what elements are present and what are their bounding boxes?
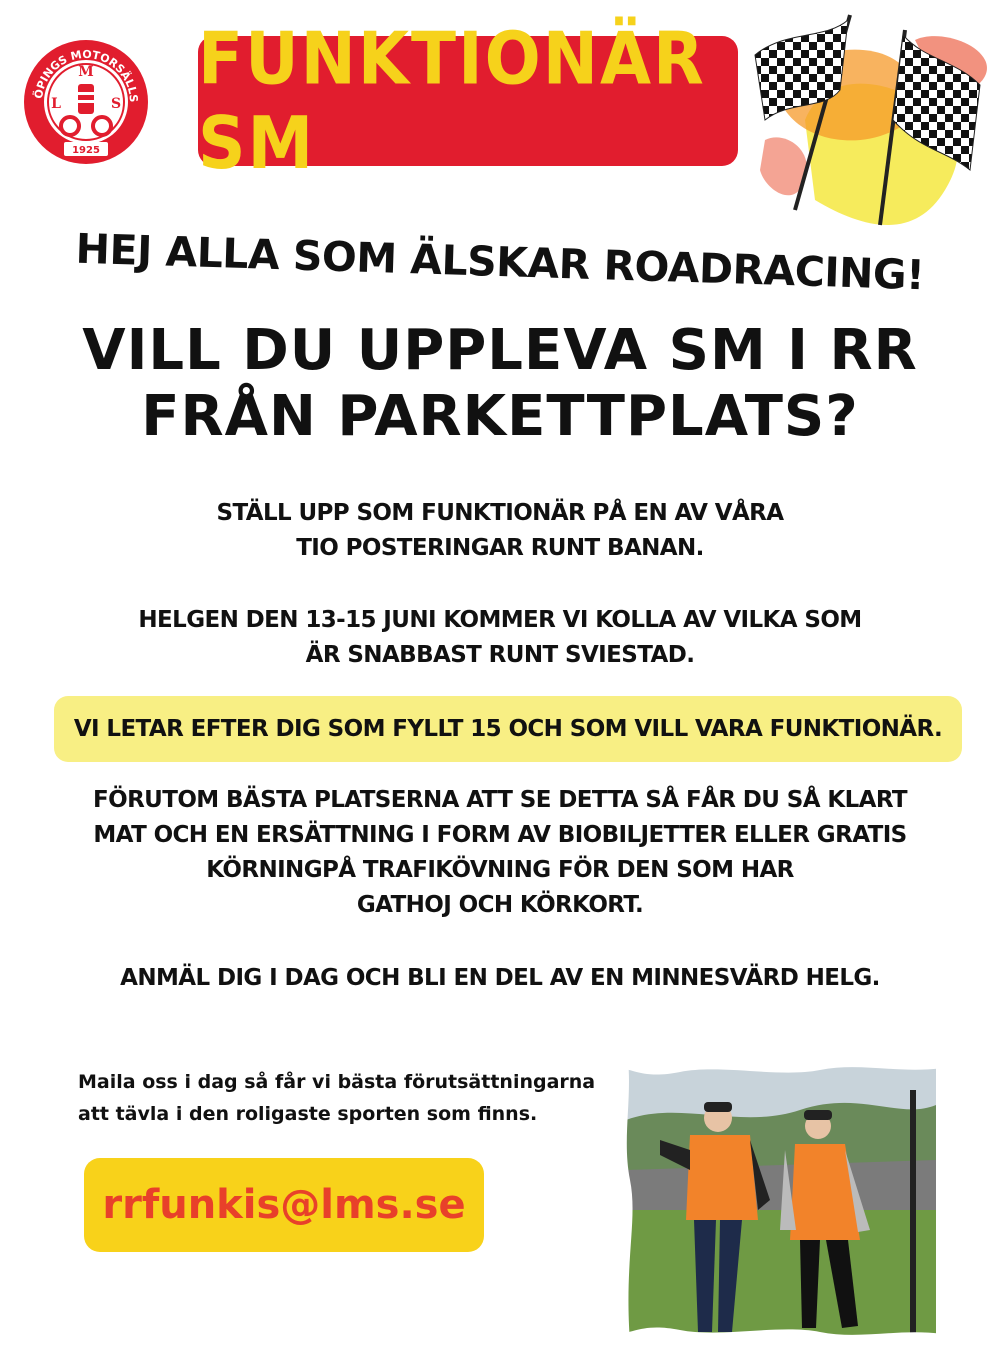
paragraph-line: GATHOJ OCH KÖRKORT. — [356, 892, 644, 918]
paragraph-line: MAT OCH EN ERSÄTTNING I FORM AV BIOBILJETTER ELLER GRATIS — [93, 822, 907, 848]
paragraph-volunteer — [60, 496, 940, 566]
highlight-banner — [54, 696, 962, 762]
mail-line: Maila oss i dag så får vi bästa förutsättningarna — [78, 1071, 596, 1093]
title-banner — [198, 16, 738, 186]
mail-invitation — [78, 1066, 618, 1130]
greeting-heading: HEJ ALLA SOM ÄLSKAR ROADRACING! — [74, 224, 926, 300]
volunteers-photo — [620, 1060, 942, 1342]
logo-ring-text: ÖPINGS MOTORSÄLLS — [31, 47, 141, 103]
logo-year: 1925 — [72, 145, 100, 156]
highlight-text: VI LETAR EFTER DIG SOM FYLLT 15 OCH SOM VILL VARA FUNKTIONÄR. — [73, 716, 943, 742]
main-headline — [40, 318, 960, 450]
paragraph-benefits — [60, 783, 940, 923]
paragraph-line: FÖRUTOM BÄSTA PLATSERNA ATT SE DETTA SÅ FÅR DU SÅ KLART — [93, 787, 907, 813]
paragraph-signup: ANMÄL DIG I DAG OCH BLI EN DEL AV EN MINNESVÄRD HELG. — [120, 965, 880, 991]
paragraph-line: HELGEN DEN 13-15 JUNI KOMMER VI KOLLA AV VILKA SOM — [138, 607, 862, 633]
club-logo — [22, 38, 150, 166]
paragraph-line: KÖRNINGPÅ TRAFIKÖVNING FÖR DEN SOM HAR — [206, 857, 794, 883]
paragraph-line: ÄR SNABBAST RUNT SVIESTAD. — [305, 642, 695, 668]
logo-letter-s: S — [110, 96, 122, 112]
paragraph-line: STÄLL UPP SOM FUNKTIONÄR PÅ EN AV VÅRA — [216, 500, 784, 526]
page-title: FUNKTIONÄR SM — [198, 16, 706, 186]
logo-letter-l: L — [51, 96, 61, 112]
paragraph-event-date — [60, 603, 940, 673]
mail-line: att tävla i den roligaste sporten som finns. — [78, 1103, 538, 1125]
checkered-flags-illustration — [745, 10, 995, 230]
logo-letter-m: M — [78, 64, 94, 80]
headline-line-1: VILL DU UPPLEVA SM I RR — [82, 318, 918, 383]
email-link[interactable]: rrfunkis@lms.se — [102, 1182, 466, 1228]
paragraph-line: TIO POSTERINGAR RUNT BANAN. — [296, 535, 704, 561]
headline-line-2: FRÅN PARKETTPLATS? — [141, 384, 859, 449]
email-button[interactable] — [84, 1158, 484, 1252]
